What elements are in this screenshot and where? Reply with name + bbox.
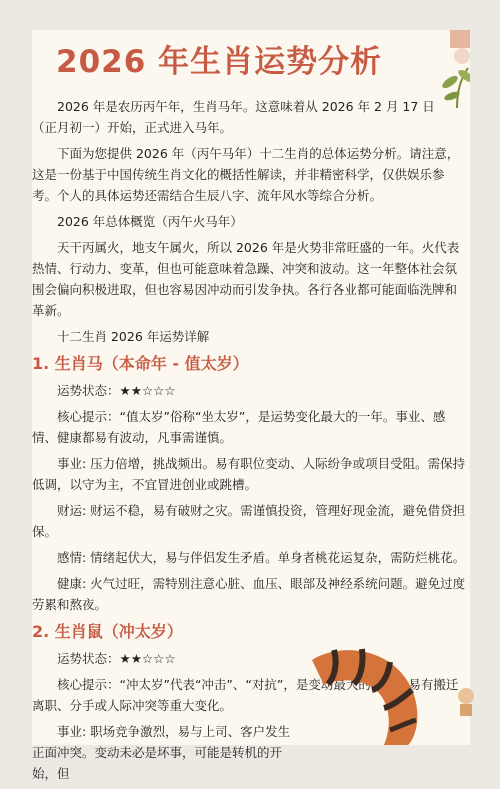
rat-core-tip: 核心提示：“冲太岁”代表“冲击”、“对抗”，是变动最大的一年。易有搬迁离职、分手或人际冲突等重大变化。: [32, 677, 459, 713]
detail-title: 十二生肖 2026 年运势详解: [57, 329, 210, 344]
zodiac-heading-horse: 1. 生肖马（本命年 - 值太岁）: [32, 354, 249, 373]
corner-ornament-icon: [440, 30, 470, 74]
corner-flower-icon: [456, 686, 476, 716]
status-line-horse: [57, 380, 468, 401]
status-label: 运势状态：: [57, 383, 120, 398]
rating-stars-icon: ★★☆☆☆: [119, 651, 176, 666]
status-label: 运势状态：: [57, 651, 120, 666]
overview-text: 天干丙属火，地支午属火，所以 2026 年是火势非常旺盛的一年。火代表热情、行动力、变革，但也可能意味着急躁、冲突和波动。这一年整体社会氛围会偏向积极进取，但也容易因冲动而引发争执。各行各业都可能面临洗牌和革新。: [32, 240, 460, 318]
overview-title: 2026 年总体概览（丙午火马年）: [57, 214, 243, 229]
intro-paragraph-1: 2026 年是农历丙午年，生肖马年。这意味着从 2026 年 2 月 17 日 （正月初一）开始，正式进入马年。: [32, 99, 460, 135]
horse-health: 健康: 火气过旺，需特别注意心脏、血压、眼部及神经系统问题。避免过度劳累和熬夜。: [32, 576, 466, 612]
rat-career: 事业: 职场竞争激烈，易与上司、客户发生正面冲突。变动未必是坏事，可能是转机的开始，但: [32, 724, 291, 781]
horse-career: 事业: 压力倍增，挑战频出。易有职位变动、人际纷争或项目受阻。需保持低调，以守为主，不宜冒进创业或跳槽。: [32, 456, 466, 492]
intro-paragraph-2: 下面为您提供 2026 年（丙午马年）十二生肖的总体运势分析。请注意，这是一份基于中国传统生肖文化的概括性解读，并非精密科学，仅供娱乐参考。个人的具体运势还需结合生辰八字、流年风水等综合分析。: [32, 146, 460, 203]
page-title: 2026 年生肖运势分析: [56, 44, 383, 80]
horse-wealth: 财运: 财运不稳，易有破财之灾。需谨慎投资，管理好现金流，避免借贷担保。: [32, 503, 466, 539]
horse-core-tip: 核心提示：“值太岁”俗称“坐太岁”，是运势变化最大的一年。事业、感情、健康都易有波动，凡事需谨慎。: [32, 409, 446, 445]
rating-stars-icon: ★★☆☆☆: [119, 383, 176, 398]
zodiac-heading-rat: 2. 生肖鼠（冲太岁）: [32, 622, 183, 641]
tiger-tail-icon: [304, 640, 424, 745]
horse-love: 感情: 情绪起伏大，易与伴侣发生矛盾。单身者桃花运复杂，需防烂桃花。: [57, 550, 466, 565]
